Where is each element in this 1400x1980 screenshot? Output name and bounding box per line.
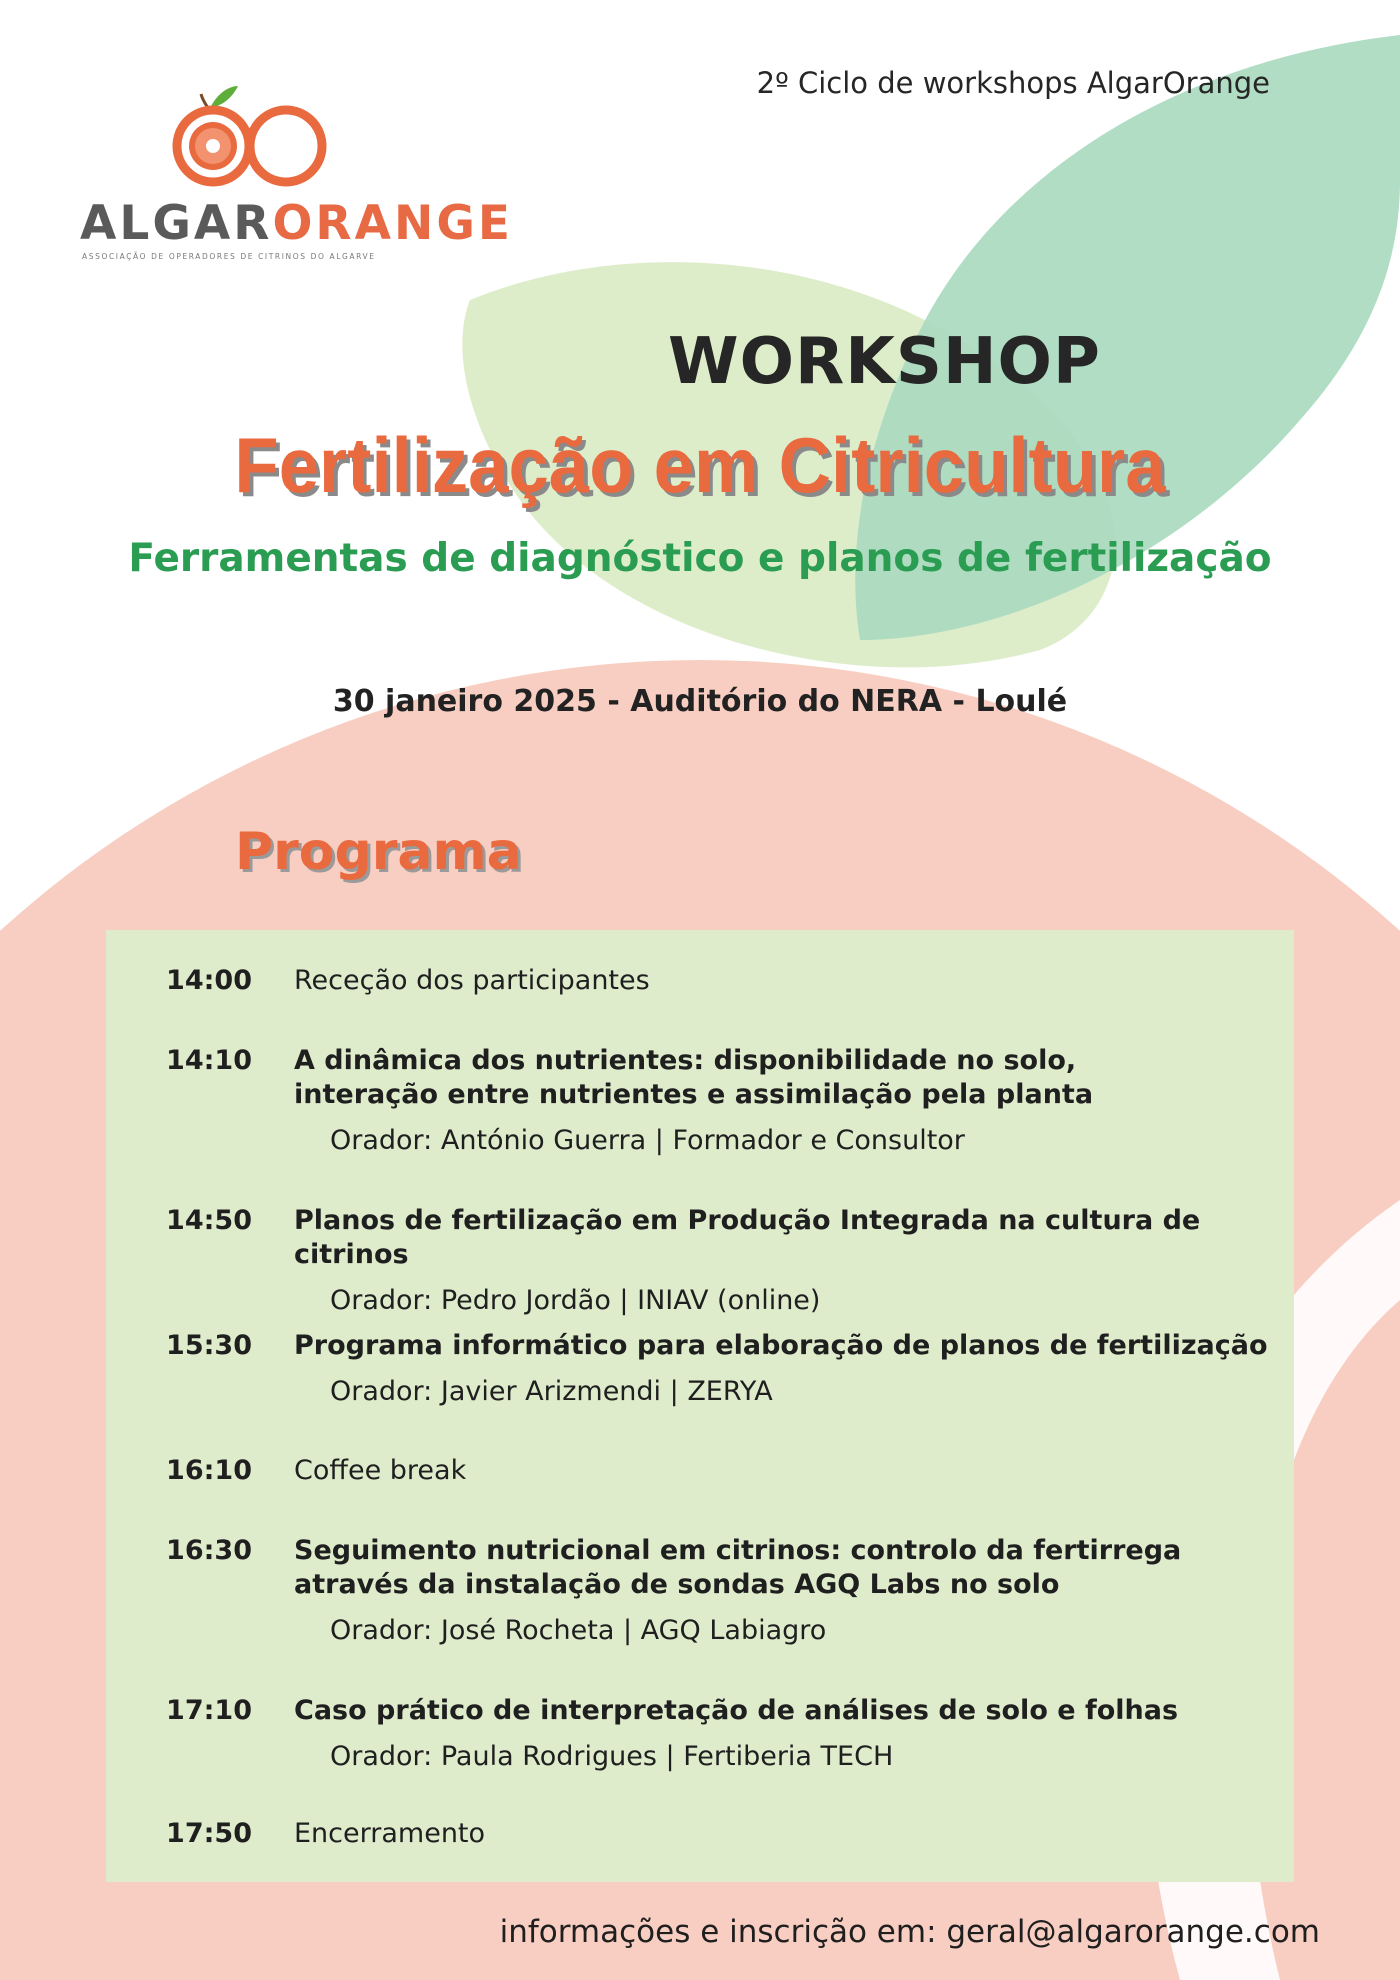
program-description (294, 964, 1274, 998)
program-box (106, 930, 1294, 1882)
orange-infinity-icon (168, 78, 348, 198)
workshop-label: WORKSHOP (668, 325, 1101, 399)
program-time: 17:10 (166, 1695, 252, 1726)
program-description (294, 1454, 1274, 1488)
logo-wordmark: ALGARORANGE (80, 196, 514, 251)
program-speaker: Orador: Javier Arizmendi | ZERYA (330, 1376, 773, 1407)
program-title: Coffee break (294, 1455, 467, 1486)
event-title: Fertilização em Citricultura (234, 421, 1166, 509)
program-title: Caso prático de interpretação de análises de solo e folhas (294, 1695, 1179, 1726)
program-description (294, 1694, 1274, 1774)
program-title: Planos de fertilização em Produção Integrada na cultura de citrinos (294, 1205, 1201, 1270)
program-description (294, 1817, 1274, 1851)
program-heading: Programa (235, 822, 522, 882)
program-time: 17:50 (166, 1818, 252, 1849)
program-speaker: Orador: José Rocheta | AGQ Labiagro (330, 1615, 827, 1646)
event-subtitle: Ferramentas de diagnóstico e planos de fertilização (128, 536, 1272, 581)
program-description (294, 1044, 1274, 1158)
program-time: 16:30 (166, 1535, 252, 1566)
program-time: 14:10 (166, 1045, 252, 1076)
algarorange-logo (78, 78, 514, 268)
program-description (294, 1204, 1274, 1318)
contact-info: informações e inscrição em: geral@algarorange.com (499, 1914, 1320, 1950)
program-title: Seguimento nutricional em citrinos: controlo da fertirrega através da instalação de sondas AGQ Labs no solo (294, 1535, 1182, 1600)
program-time: 16:10 (166, 1455, 252, 1486)
program-title: Encerramento (294, 1818, 486, 1849)
program-speaker: Orador: António Guerra | Formador e Consultor (330, 1125, 965, 1156)
logo-tagline: ASSOCIAÇÃO DE OPERADORES DE CITRINOS DO ALGARVE (82, 252, 376, 261)
program-time: 14:00 (166, 965, 252, 996)
program-title: Receção dos participantes (294, 965, 650, 996)
program-time: 15:30 (166, 1330, 252, 1361)
program-time: 14:50 (166, 1205, 252, 1236)
program-speaker: Orador: Pedro Jordão | INIAV (online) (330, 1285, 821, 1316)
program-title: A dinâmica dos nutrientes: disponibilidade no solo, interação entre nutrientes e assimilação pela planta (294, 1045, 1094, 1110)
event-date-location: 30 janeiro 2025 - Auditório do NERA - Loulé (332, 684, 1068, 719)
program-description (294, 1534, 1274, 1648)
workshop-cycle-label: 2º Ciclo de workshops AlgarOrange (756, 66, 1270, 100)
program-description (294, 1329, 1274, 1409)
program-speaker: Orador: Paula Rodrigues | Fertiberia TECH (330, 1741, 894, 1772)
program-title: Programa informático para elaboração de planos de fertilização (294, 1330, 1268, 1361)
